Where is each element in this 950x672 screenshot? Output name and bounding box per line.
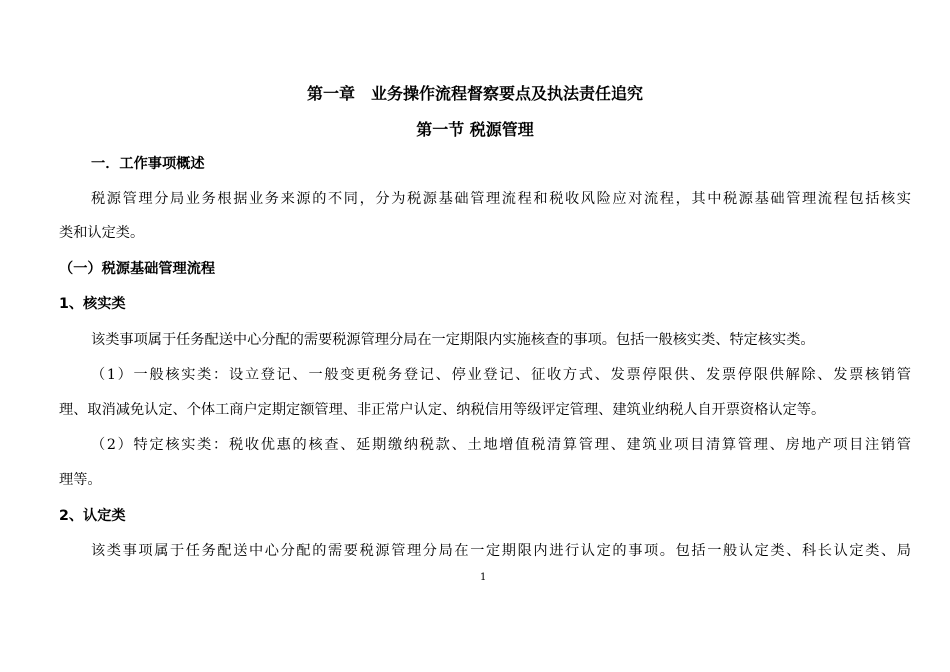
heading-recognize: 2、认定类: [59, 508, 126, 524]
general-verify-line-1: （1）一般核实类：设立登记、一般变更税务登记、停业登记、征收方式、发票停限供、发票停限供解除、发票核销管: [91, 367, 911, 383]
section-title: 第一节 税源管理: [416, 120, 534, 139]
intro-line-2: 类和认定类。: [59, 225, 145, 241]
verify-description: 该类事项属于任务配送中心分配的需要税源管理分局在一定期限内实施核查的事项。包括一般核实类、特定核实类。: [91, 332, 815, 348]
heading-overview: 一．工作事项概述: [91, 156, 205, 172]
intro-line-1: 税源管理分局业务根据业务来源的不同，分为税源基础管理流程和税收风险应对流程，其中税源基础管理流程包括核实: [91, 191, 911, 207]
heading-verify: 1、核实类: [59, 296, 126, 312]
chapter-title: 第一章 业务操作流程督察要点及执法责任追究: [306, 84, 643, 103]
page-number: 1: [480, 572, 487, 583]
recognize-description: 该类事项属于任务配送中心分配的需要税源管理分局在一定期限内进行认定的事项。包括一般认定类、科长认定类、局: [91, 543, 911, 559]
general-verify-line-2: 理、取消减免认定、个体工商户定期定额管理、非正常户认定、纳税信用等级评定管理、建筑业纳税人自开票资格认定等。: [59, 402, 826, 418]
heading-basic-flow: （一）税源基础管理流程: [59, 261, 216, 277]
special-verify-line-2: 理等。: [59, 472, 102, 488]
special-verify-line-1: （2）特定核实类：税收优惠的核查、延期缴纳税款、土地增值税清算管理、建筑业项目清算管理、房地产项目注销管: [91, 437, 911, 453]
